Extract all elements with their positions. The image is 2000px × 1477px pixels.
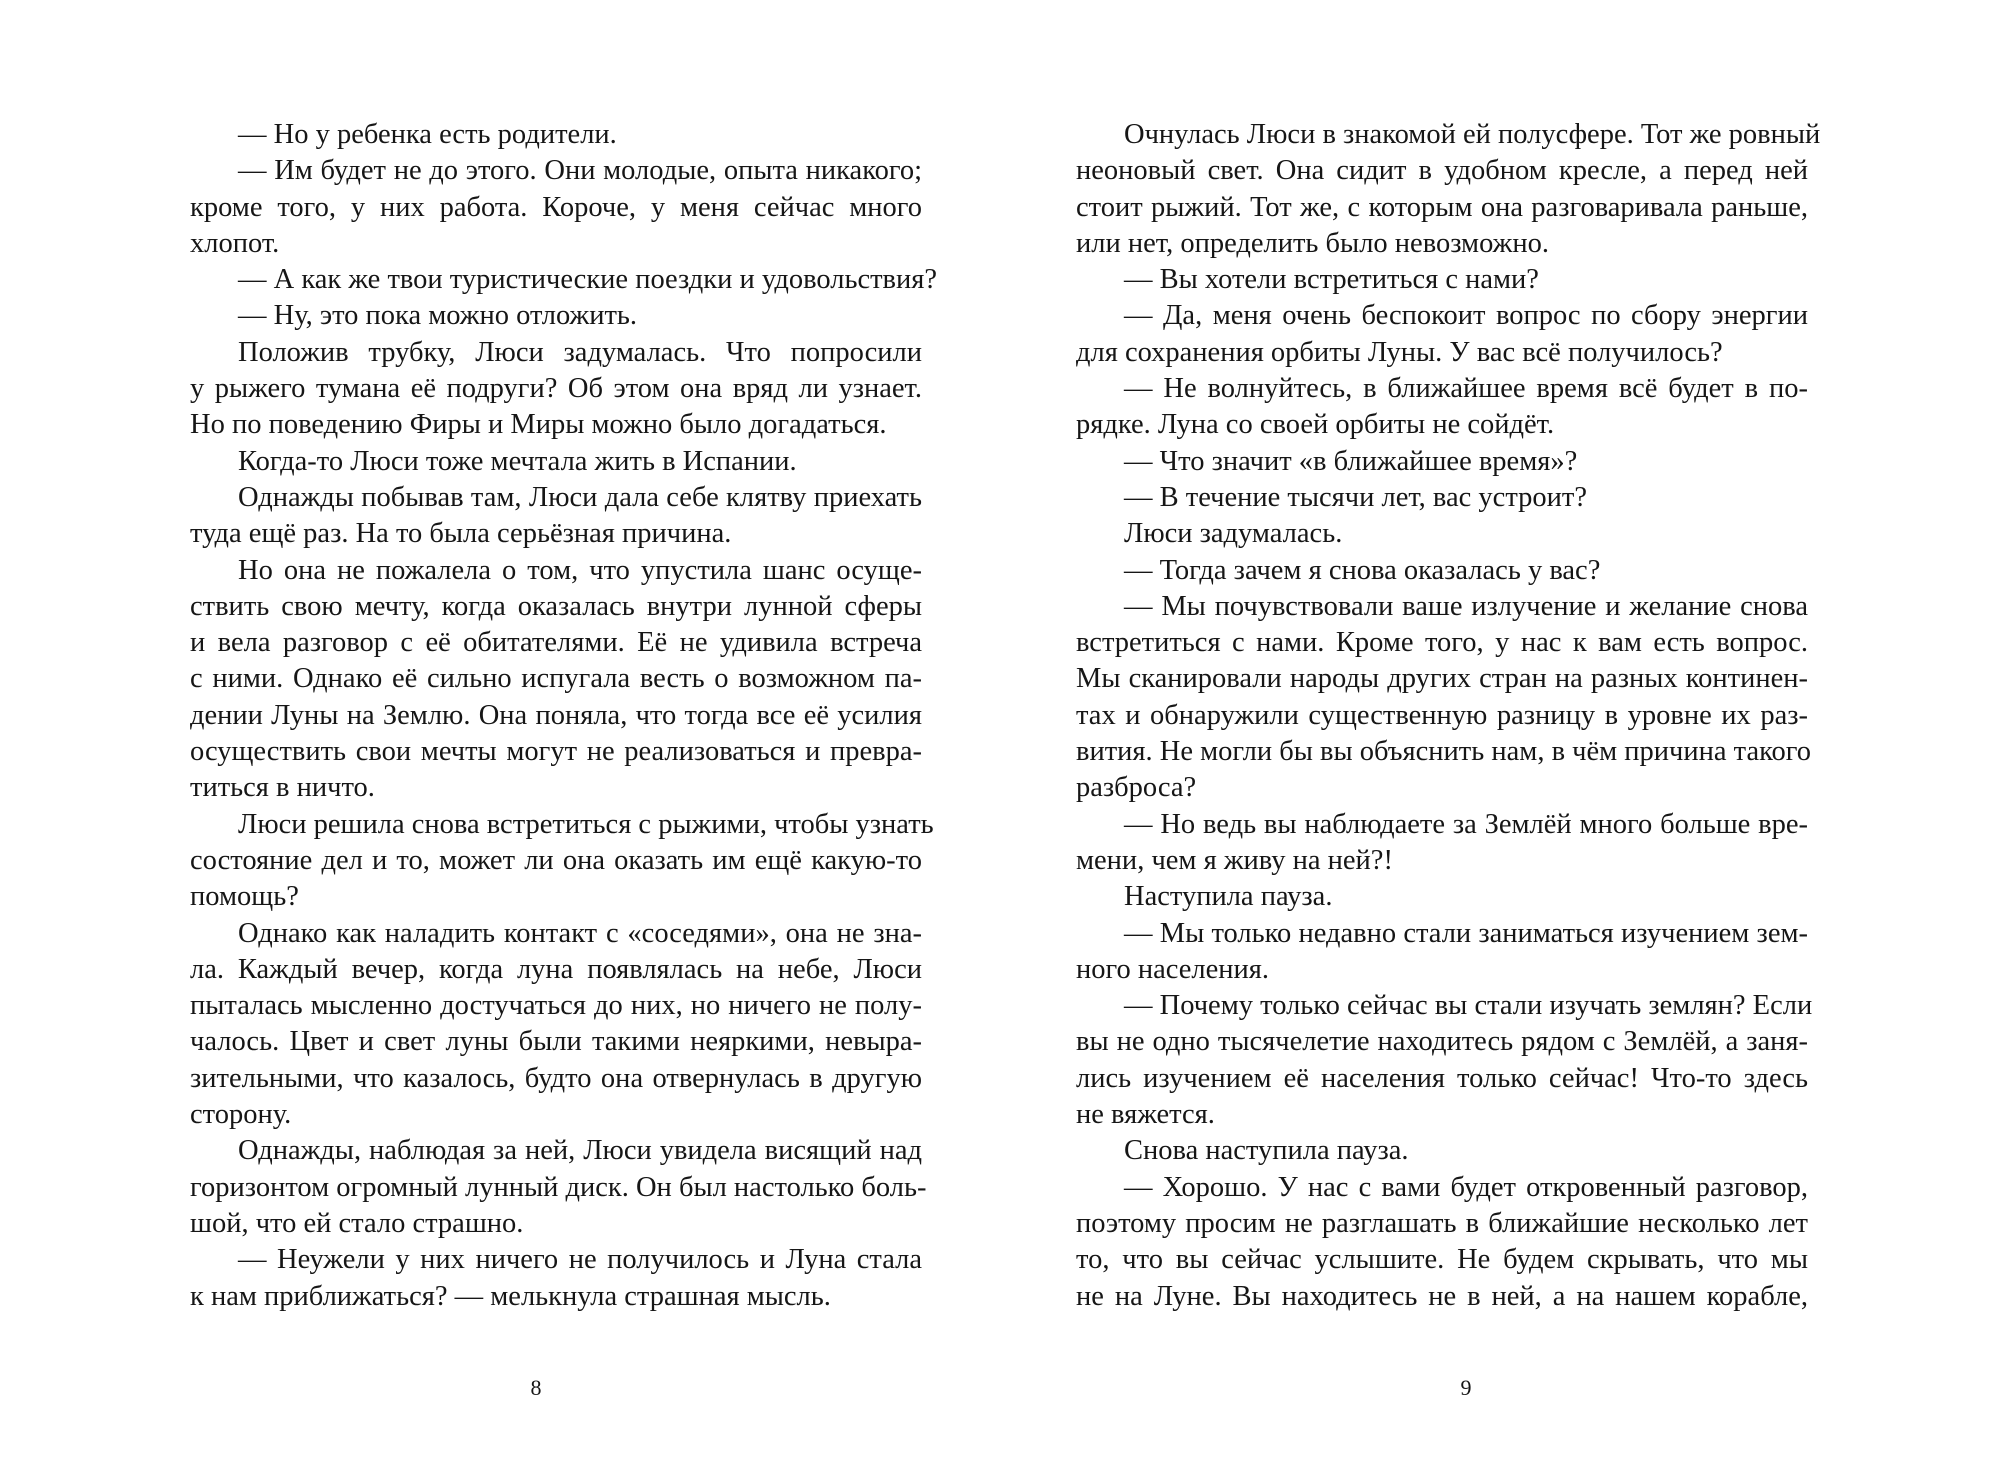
text-line: — Тогда зачем я снова оказалась у вас? bbox=[1124, 554, 1601, 586]
text-line: — Им будет не до этого. Они молодые, опыта никакого; bbox=[238, 155, 922, 187]
text-line: у рыжего тумана её подруги? Об этом она вряд ли узнает. bbox=[190, 373, 922, 405]
text-line: Положив трубку, Люси задумалась. Что попросили bbox=[238, 336, 922, 368]
text-line: Однажды, наблюдая за ней, Люси увидела висящий над bbox=[238, 1135, 922, 1167]
text-line: помощь? bbox=[190, 881, 299, 913]
text-line: Когда-то Люси тоже мечтала жить в Испании. bbox=[238, 445, 797, 477]
text-line: туда ещё раз. На то была серьёзная причина. bbox=[190, 518, 732, 550]
text-line: Но по поведению Фиры и Миры можно было догадаться. bbox=[190, 409, 887, 441]
text-line: ла. Каждый вечер, когда луна появлялась на небе, Люси bbox=[190, 953, 922, 985]
text-line: осуществить свои мечты могут не реализоваться и превра- bbox=[190, 736, 922, 768]
text-line: Люси задумалась. bbox=[1124, 518, 1343, 550]
text-line: Мы сканировали народы других стран на разных континен- bbox=[1076, 663, 1808, 695]
text-line: — Но ведь вы наблюдаете за Землёй много больше вре- bbox=[1124, 808, 1808, 840]
text-line: для сохранения орбиты Луны. У вас всё получилось? bbox=[1076, 336, 1723, 368]
text-line: то, что вы сейчас услышите. Не будем скрывать, что мы bbox=[1076, 1244, 1808, 1276]
text-line: ного населения. bbox=[1076, 953, 1270, 985]
text-line: — В течение тысячи лет, вас устроит? bbox=[1124, 481, 1587, 513]
text-line: — Мы только недавно стали заниматься изучением зем- bbox=[1124, 917, 1808, 949]
text-line: кроме того, у них работа. Короче, у меня сейчас много bbox=[190, 191, 922, 223]
text-line: разброса? bbox=[1076, 772, 1197, 804]
text-line: состояние дел и то, может ли она оказать им ещё какую-то bbox=[190, 844, 922, 876]
text-line: Но она не пожалела о том, что упустила шанс осуще- bbox=[238, 554, 922, 586]
right-page-text bbox=[1076, 117, 1821, 1315]
text-line: Наступила пауза. bbox=[1124, 881, 1333, 913]
text-line: рядке. Луна со своей орбиты не сойдёт. bbox=[1076, 409, 1555, 441]
text-line: поэтому просим не разглашать в ближайшие несколько лет bbox=[1076, 1207, 1808, 1239]
right-page bbox=[1000, 0, 2000, 1477]
text-line: Очнулась Люси в знакомой ей полусфере. Тот же ровный bbox=[1124, 119, 1821, 150]
text-line: — Мы почувствовали ваше излучение и желание снова bbox=[1124, 590, 1808, 622]
page-number-right: 9 bbox=[1460, 1375, 1472, 1400]
text-line: неоновый свет. Она сидит в удобном кресле, а перед ней bbox=[1076, 155, 1808, 187]
text-line: зительными, что казалось, будто она отвернулась в другую bbox=[190, 1062, 922, 1094]
text-line: вы не одно тысячелетие находитесь рядом с Землёй, а заня- bbox=[1076, 1026, 1808, 1058]
text-line: Люси решила снова встретиться с рыжими, чтобы узнать bbox=[238, 808, 934, 840]
text-line: не вяжется. bbox=[1076, 1099, 1215, 1131]
text-line: — Вы хотели встретиться с нами? bbox=[1124, 264, 1539, 296]
left-page-text bbox=[190, 117, 938, 1315]
text-line: пыталась мысленно достучаться до них, но ничего не полу- bbox=[190, 990, 922, 1022]
text-line: — Неужели у них ничего не получилось и Луна стала bbox=[238, 1244, 922, 1276]
text-line: встретиться с нами. Кроме того, у нас к вам есть вопрос. bbox=[1076, 627, 1808, 659]
text-line: или нет, определить было невозможно. bbox=[1076, 227, 1549, 259]
page-number-left: 8 bbox=[530, 1375, 542, 1400]
text-line: — А как же твои туристические поездки и удовольствия? bbox=[238, 264, 938, 296]
text-line: к нам приближаться? — мелькнула страшная мысль. bbox=[190, 1280, 831, 1312]
text-line: стоит рыжий. Тот же, с которым она разговаривала раньше, bbox=[1076, 191, 1808, 223]
text-line: горизонтом огромный лунный диск. Он был настолько боль- bbox=[190, 1171, 927, 1203]
text-line: — Почему только сейчас вы стали изучать землян? Если bbox=[1124, 990, 1813, 1022]
text-line: Однажды побывав там, Люси дала себе клятву приехать bbox=[238, 481, 922, 513]
text-line: мени, чем я живу на ней?! bbox=[1076, 844, 1393, 876]
text-line: с ними. Однако её сильно испугала весть о возможном па- bbox=[190, 663, 922, 695]
text-line: — Не волнуйтесь, в ближайшее время всё будет в по- bbox=[1124, 373, 1808, 405]
text-line: лись изучением её населения только сейчас! Что-то здесь bbox=[1076, 1062, 1808, 1094]
text-line: — Ну, это пока можно отложить. bbox=[238, 300, 638, 332]
text-line: тах и обнаружили существенную разницу в уровне их раз- bbox=[1076, 699, 1808, 731]
text-line: — Хорошо. У нас с вами будет откровенный разговор, bbox=[1124, 1171, 1808, 1203]
text-line: хлопот. bbox=[190, 227, 280, 259]
text-line: и вела разговор с её обитателями. Её не удивила встреча bbox=[190, 627, 922, 659]
text-line: дении Луны на Землю. Она поняла, что тогда все её усилия bbox=[190, 699, 922, 731]
text-line: вития. Не могли бы вы объяснить нам, в чём причина такого bbox=[1076, 736, 1811, 768]
text-line: Снова наступила пауза. bbox=[1124, 1135, 1409, 1167]
text-line: сторону. bbox=[190, 1099, 292, 1131]
text-line: — Но у ребенка есть родители. bbox=[238, 119, 617, 150]
text-line: Однако как наладить контакт с «соседями», она не зна- bbox=[238, 917, 922, 949]
text-line: чалось. Цвет и свет луны были такими неяркими, невыра- bbox=[190, 1026, 922, 1058]
text-line: шой, что ей стало страшно. bbox=[190, 1207, 524, 1239]
text-line: — Что значит «в ближайшее время»? bbox=[1124, 445, 1578, 477]
text-line: — Да, меня очень беспокоит вопрос по сбору энергии bbox=[1124, 300, 1808, 332]
text-line: титься в ничто. bbox=[190, 772, 375, 804]
text-line: не на Луне. Вы находитесь не в ней, а на нашем корабле, bbox=[1076, 1280, 1808, 1312]
text-line: ствить свою мечту, когда оказалась внутри лунной сферы bbox=[190, 590, 922, 622]
